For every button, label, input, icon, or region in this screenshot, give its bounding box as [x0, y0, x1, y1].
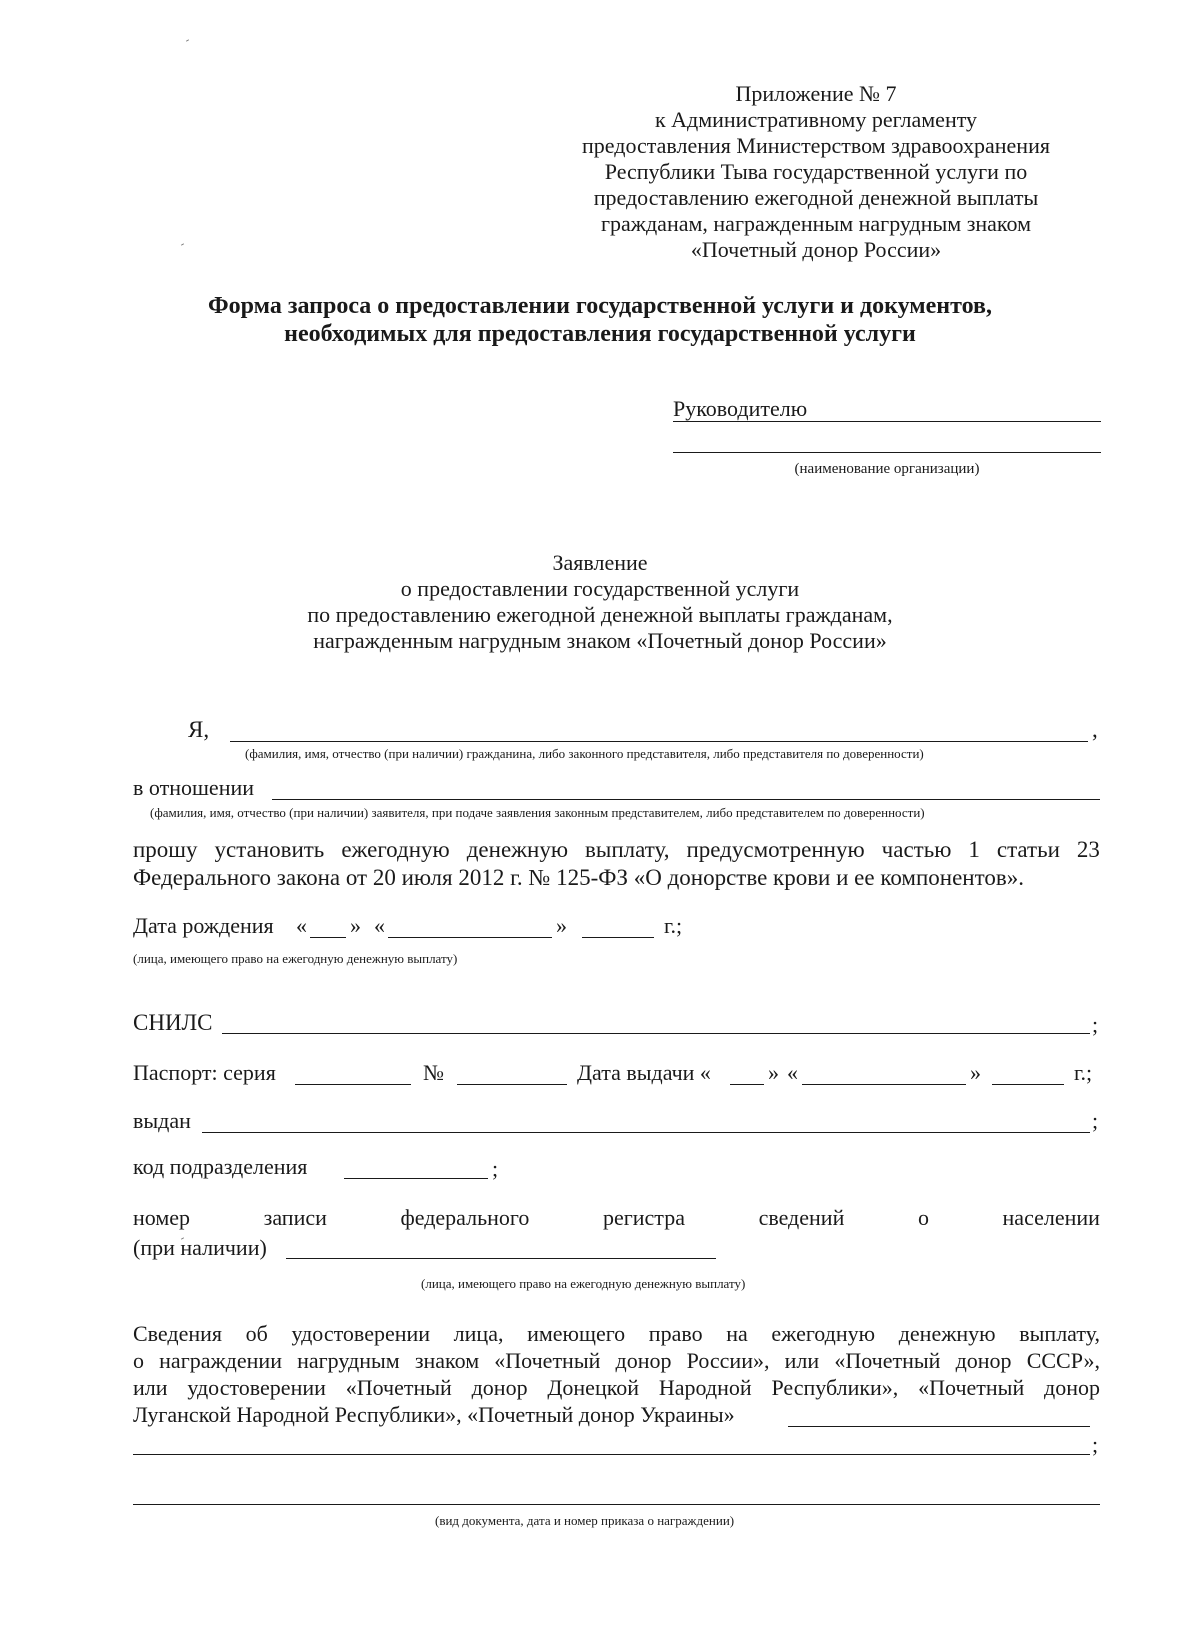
division-trail: ;: [492, 1156, 499, 1181]
request-word: статьи: [996, 837, 1060, 862]
certificate-line: или удостоверении «Почетный донор Донецкой Народной Республики», «Почетный донор: [133, 1375, 1100, 1400]
statement-line: награжденным нагрудным знаком «Почетный донор России»: [313, 628, 887, 653]
passport-quote-close: »: [768, 1060, 779, 1085]
request-word: прошу: [133, 837, 198, 862]
passport-year-suffix: г.;: [1074, 1060, 1093, 1085]
birth-caption: (лица, имеющего право на ежегодную денежную выплату): [133, 951, 458, 966]
applicant-label: Я,: [188, 717, 210, 742]
applicant-trail: ,: [1092, 717, 1098, 742]
form-title-line: Форма запроса о предоставлении государственной услуги и документов,: [208, 293, 992, 319]
registry-caption: (лица, имеющего право на ежегодную денежную выплату): [421, 1276, 746, 1291]
request-word: предусмотренную: [686, 837, 865, 862]
passport-quote-open: «: [787, 1060, 798, 1085]
birth-quote-close: »: [350, 913, 361, 938]
issued-trail: ;: [1092, 1108, 1099, 1133]
registry-line-2: (при наличии): [133, 1235, 267, 1260]
appendix-line: Приложение № 7: [735, 81, 897, 106]
regarding-label: в отношении: [133, 775, 255, 800]
request-word: 1: [968, 837, 980, 862]
request-word: выплату,: [585, 837, 670, 862]
appendix-line: к Административному регламенту: [654, 107, 978, 132]
statement-line: о предоставлении государственной услуги: [400, 576, 800, 601]
registry-number-field[interactable]: [286, 1258, 716, 1259]
applicant-caption: (фамилия, имя, отчество (при наличии) гражданина, либо законного представителя, либо представителя по доверенности): [245, 746, 924, 761]
form-title-line: необходимых для предоставления государственной услуги: [284, 321, 916, 347]
passport-date-label: Дата выдачи «: [577, 1060, 711, 1085]
addressee-label: Руководителю: [673, 396, 808, 421]
birth-day-field[interactable]: [310, 937, 346, 938]
certificate-field[interactable]: [133, 1454, 1090, 1455]
statement-line: по предоставлению ежегодной денежной выплаты гражданам,: [307, 602, 893, 627]
certificate-line: о награждении нагрудным знаком «Почетный донор России», или «Почетный донор СССР»,: [133, 1348, 1100, 1373]
issued-by-field[interactable]: [202, 1132, 1090, 1133]
passport-series-field[interactable]: [295, 1084, 411, 1085]
request-line-1: [133, 838, 1100, 861]
certificate-field[interactable]: [788, 1426, 1090, 1427]
registry-word: регистра: [602, 1205, 685, 1230]
issued-label: выдан: [133, 1108, 191, 1133]
organization-field[interactable]: [673, 452, 1101, 453]
birth-month-field[interactable]: [388, 937, 552, 938]
snils-field[interactable]: [222, 1033, 1090, 1034]
birth-quote-open: «: [296, 913, 307, 938]
birth-label: Дата рождения: [133, 913, 274, 938]
appendix-line: гражданам, награжденным нагрудным знаком: [601, 211, 1031, 236]
certificate-trail: ;: [1092, 1432, 1099, 1457]
passport-number-label: №: [423, 1060, 444, 1085]
addressee-name-field[interactable]: [673, 421, 1101, 422]
birth-year-field[interactable]: [582, 937, 654, 938]
birth-year-suffix: г.;: [664, 913, 683, 938]
certificate-document-field[interactable]: [133, 1504, 1100, 1505]
registry-word: населении: [1002, 1205, 1100, 1230]
regarding-caption: (фамилия, имя, отчество (при наличии) заявителя, при подаче заявления законным представителем, либо представителем по доверенности): [150, 805, 925, 820]
appendix-line: предоставления Министерством здравоохранения: [582, 133, 1050, 158]
passport-day-field[interactable]: [730, 1084, 764, 1085]
certificate-line: Сведения об удостоверении лица, имеющего право на ежегодную денежную выплату,: [133, 1321, 1100, 1346]
request-line-2: Федерального закона от 20 июля 2012 г. № 125-ФЗ «О донорстве крови и ее компонентов».: [133, 865, 1024, 890]
snils-trail: ;: [1092, 1012, 1099, 1037]
passport-year-field[interactable]: [992, 1084, 1064, 1085]
request-word: ежегодную: [341, 837, 450, 862]
division-code-field[interactable]: [344, 1178, 488, 1179]
request-word: установить: [214, 837, 325, 862]
applicant-name-field[interactable]: [230, 741, 1088, 742]
registry-word: федерального: [400, 1205, 530, 1230]
request-word: 23: [1076, 837, 1100, 862]
division-label: код подразделения: [133, 1154, 308, 1179]
registry-line-1: [133, 1207, 1100, 1229]
statement-line: Заявление: [552, 550, 648, 575]
registry-word: записи: [263, 1205, 327, 1230]
birth-quote-open: «: [374, 913, 385, 938]
regarding-name-field[interactable]: [272, 799, 1100, 800]
passport-series-label: Паспорт: серия: [133, 1060, 276, 1085]
scan-speck: [186, 39, 189, 41]
birth-quote-close: »: [556, 913, 567, 938]
passport-month-field[interactable]: [802, 1084, 966, 1085]
snils-label: СНИЛС: [133, 1010, 213, 1035]
organization-caption: (наименование организации): [794, 461, 980, 477]
request-word: частью: [881, 837, 952, 862]
appendix-line: «Почетный донор России»: [690, 237, 942, 262]
registry-word: номер: [133, 1205, 191, 1230]
registry-word: о: [917, 1205, 929, 1230]
certificate-caption: (вид документа, дата и номер приказа о награждении): [435, 1513, 735, 1528]
passport-quote-close: »: [970, 1060, 981, 1085]
appendix-line: предоставлению ежегодной денежной выплаты: [593, 185, 1039, 210]
request-word: денежную: [466, 837, 569, 862]
appendix-line: Республики Тыва государственной услуги по: [604, 159, 1028, 184]
registry-word: сведений: [758, 1205, 845, 1230]
certificate-line: Луганской Народной Республики», «Почетный донор Украины»: [133, 1402, 735, 1427]
scan-speck: [181, 243, 184, 245]
passport-number-field[interactable]: [457, 1084, 567, 1085]
